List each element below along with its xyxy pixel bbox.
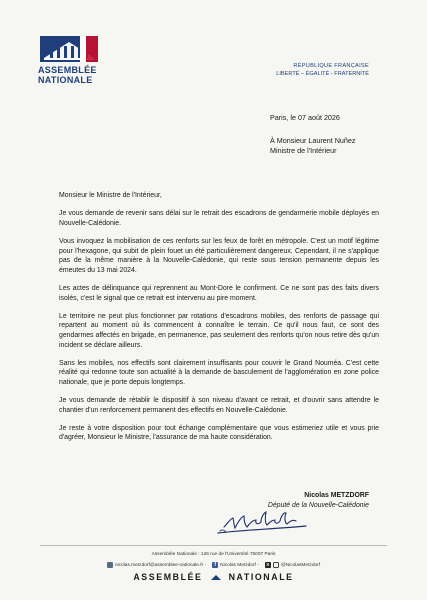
footer-facebook-text: Nicolas Metzdorf -: [220, 562, 259, 568]
assemblee-logo: [38, 36, 100, 85]
signer-title: Député de la Nouvelle-Calédonie: [267, 502, 369, 509]
salutation: Monsieur le Ministre de l'Intérieur,: [59, 192, 162, 199]
instagram-icon: [273, 562, 279, 568]
signer-name: Nicolas METZDORF: [304, 492, 369, 499]
footer-email: [107, 562, 206, 568]
republic-motto: LIBERTÉ – ÉGALITÉ - FRATERNITÉ: [276, 71, 369, 77]
footer-email-text: nicolas.metzdorf@assemblee-nationale.fr -: [114, 562, 207, 568]
paragraph-2: Vous invoquez la mobilisation de ces renforts sur les feux de forêt en métropole. C'est un motif légitime pour l'hexagone, qui subit de plein fouet un été particulièrement dangereux. Cependant, il ne s'applique pas de la même manière à la Nouvelle-Calédonie, qui reste sous tension permanente depuis les émeutes du 13 mai 2024.: [59, 237, 379, 274]
hemicycle-icon: [40, 36, 98, 62]
paragraph-7: Je reste à votre disposition pour tout échange complémentaire que vous estimeriez utile et vous prie d'agréer, Monsieur le Ministre, l'assurance de ma haute considération.: [59, 424, 379, 442]
footer-brand: [0, 572, 427, 582]
footer-social: [265, 562, 320, 568]
paragraph-5: Sans les mobiles, nos effectifs sont clairement insuffisants pour couvrir le Grand Nouméa. C'est cette réalité qui redonne toute son actualité à la demande de basculement de l'agglomération en zone police nationale, que je porte depuis longtemps.: [59, 359, 379, 386]
footer-facebook: [212, 562, 259, 568]
republic-line1: RÉPUBLIQUE FRANÇAISE: [293, 63, 369, 69]
footer-contacts: [0, 562, 427, 568]
email-icon: [107, 562, 113, 568]
recipient-name: À Monsieur Laurent Nuñez: [270, 136, 356, 145]
letter-body: [59, 191, 379, 452]
mini-hemicycle-icon: [210, 574, 222, 581]
handwritten-signature: [214, 503, 314, 537]
paragraph-3: Les actes de délinquance qui reprennent au Mont-Dore le confirment. Ce ne sont pas des faits divers isolés, c'est le signal que ce retrait est intervenu au pire moment.: [59, 284, 379, 302]
x-icon: X: [266, 562, 270, 567]
letter-date: Paris, le 07 août 2026: [270, 113, 340, 122]
footer-brand-left: ASSEMBLÉE: [133, 572, 203, 582]
recipient-title: Ministre de l'Intérieur: [270, 146, 337, 155]
logo-line2: NATIONALE: [38, 75, 93, 85]
footer-divider: [40, 545, 387, 546]
footer-social-text: @NicolasMetzdorf: [280, 562, 321, 568]
paragraph-6: Je vous demande de rétablir le dispositif à son niveau d'avant ce retrait, et d'ouvrir sans attendre le chantier d'un renforcement permanent des effectifs en Nouvelle-Calédonie.: [59, 397, 379, 414]
footer-address: Assemblée Nationale : 126 rue de l'Université 75007 Paris: [151, 552, 276, 557]
recipient-block: [270, 136, 356, 156]
republic-header: [276, 62, 369, 78]
paragraph-4: Le territoire ne peut plus fonctionner par rotations d'escadrons mobiles, des renforts de passage qui repartent au moment où ils commencent à connaître le terrain. Ce qu'il nous faut, ce sont des gendarmes affectés en brigade, en permanence, pas seulement des renforts qu'on nous retire dès qu'un incident se déclare ailleurs.: [59, 312, 379, 349]
facebook-icon: f: [212, 562, 218, 568]
logo-line1: ASSEMBLÉE: [38, 65, 97, 75]
paragraph-1: Je vous demande de revenir sans délai sur le retrait des escadrons de gendarmerie mobile déployés en Nouvelle-Calédonie.: [59, 210, 379, 227]
footer-brand-right: NATIONALE: [228, 572, 294, 582]
